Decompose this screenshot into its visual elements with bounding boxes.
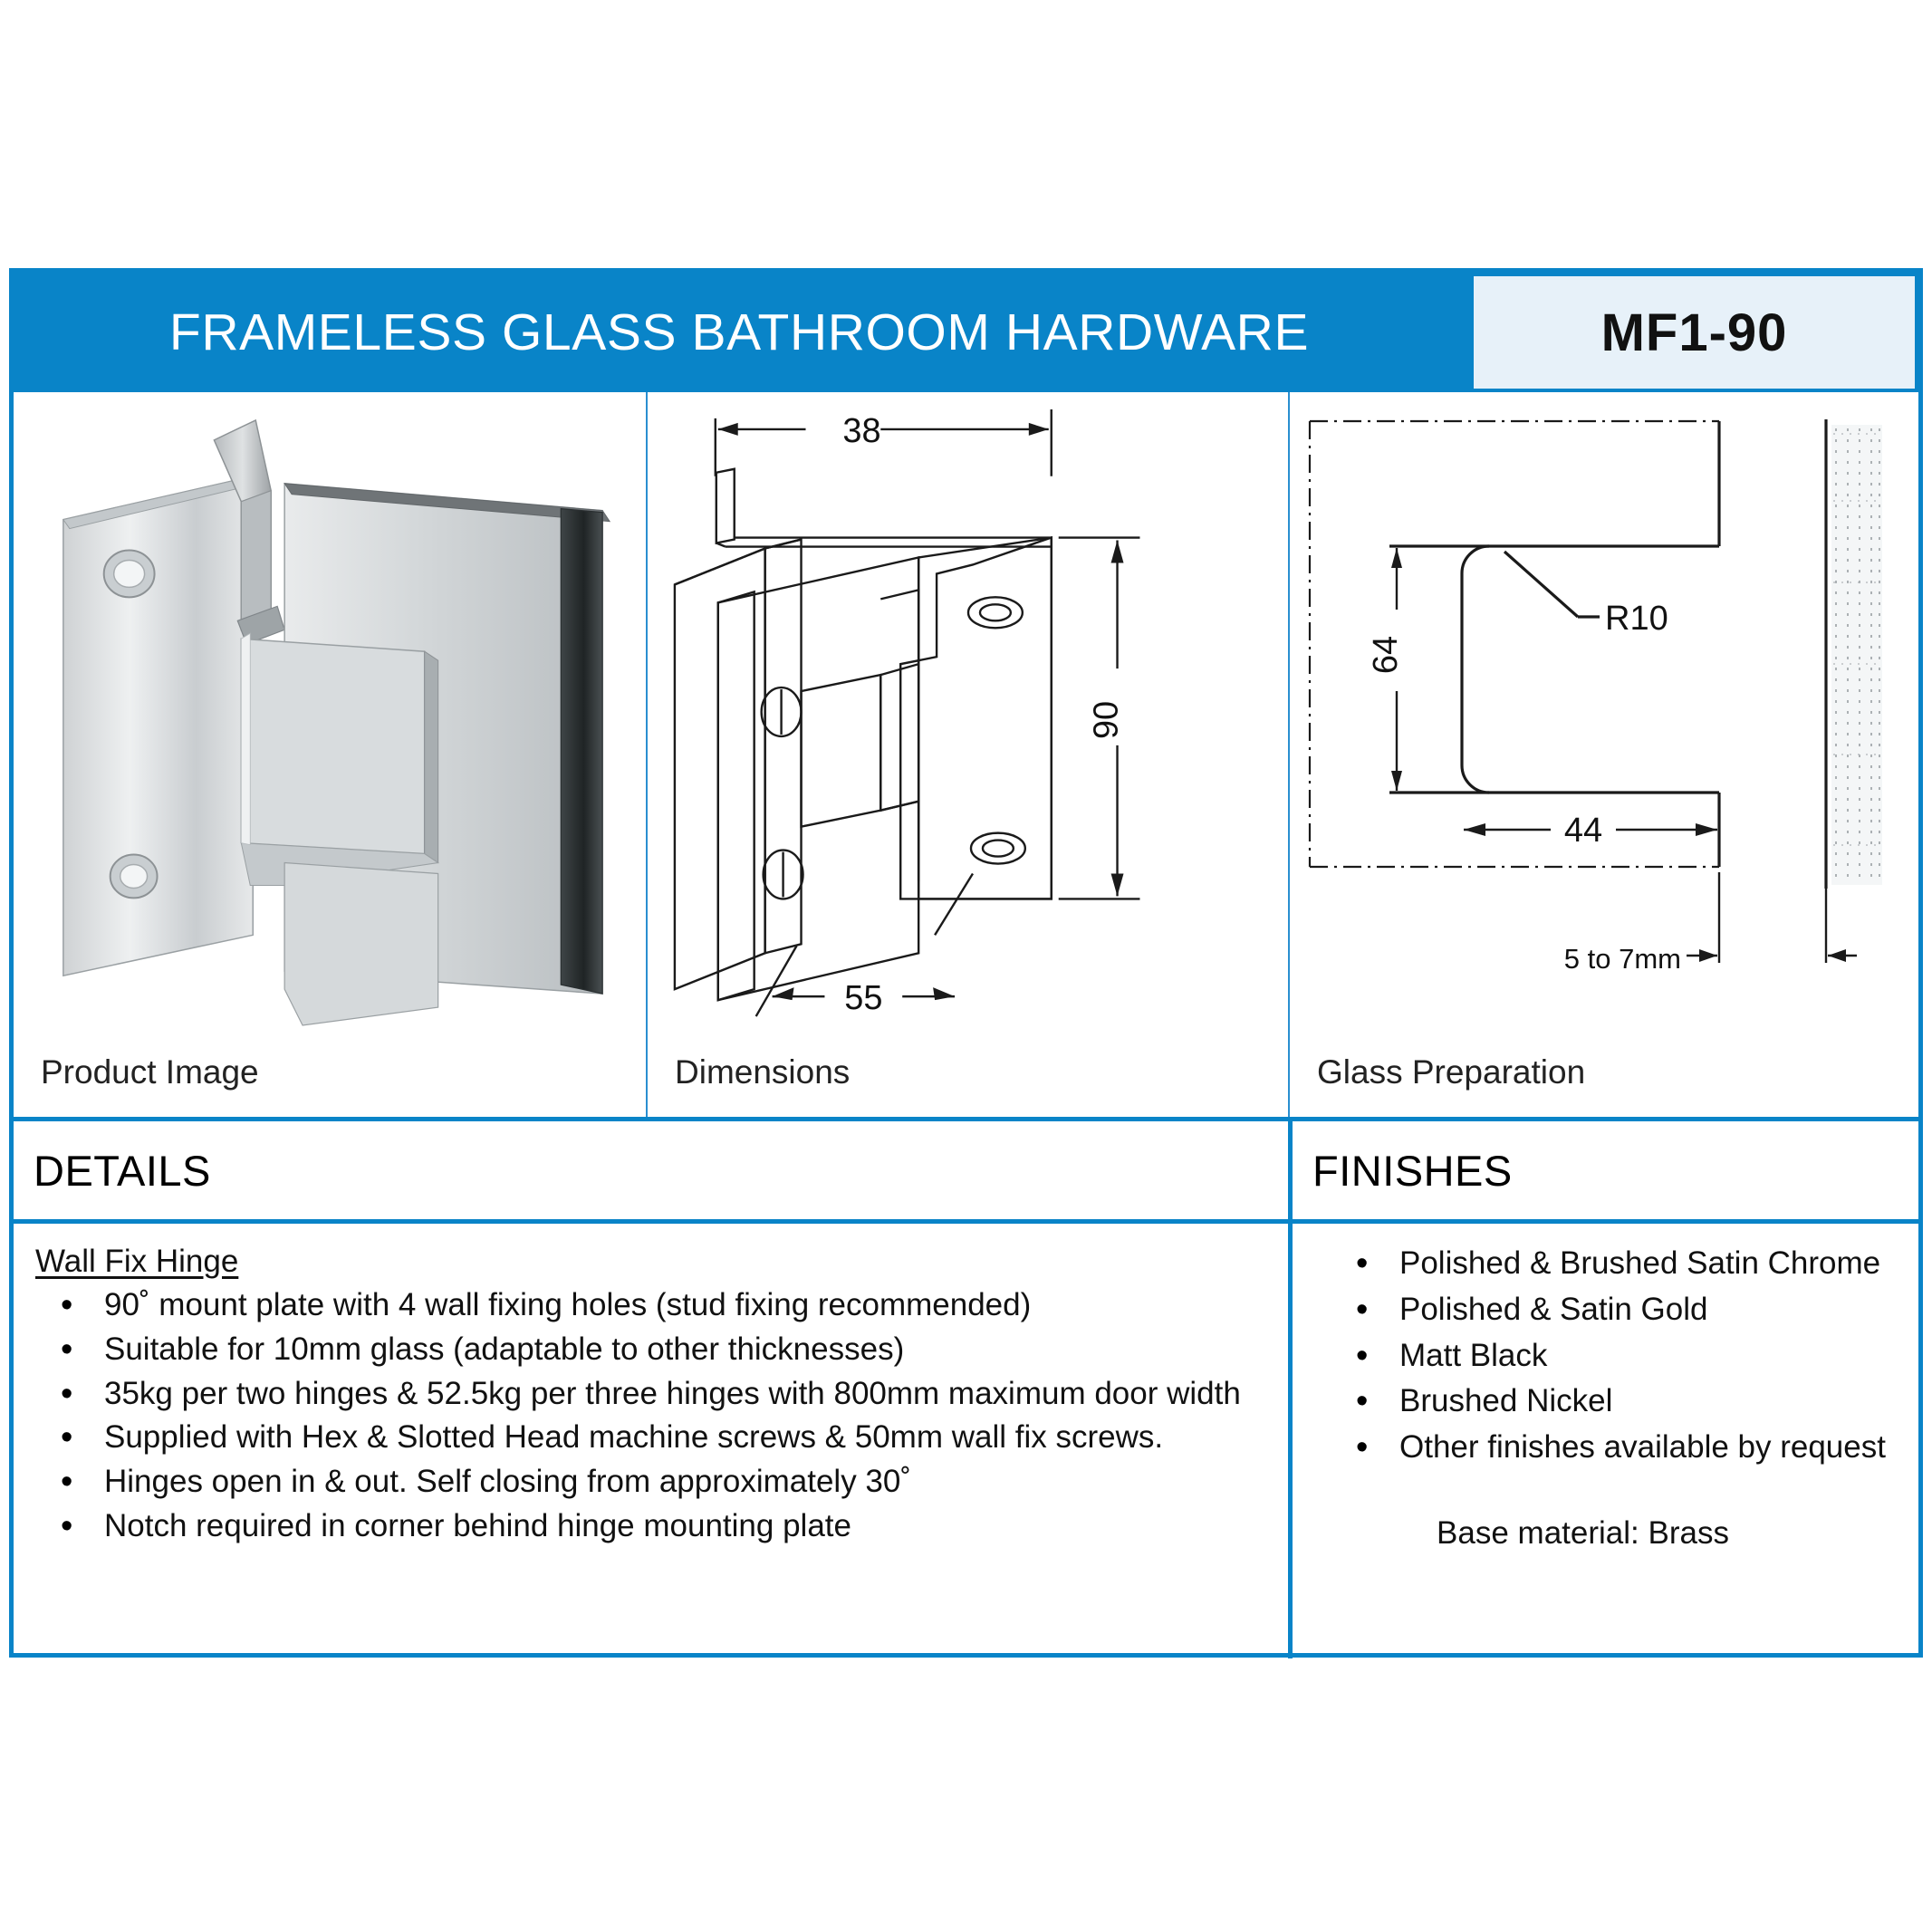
list-item: • Matt Black: [1302, 1336, 1900, 1377]
product-photo: [14, 392, 646, 1035]
dimension-drawing: [648, 392, 1288, 1035]
list-item: • Supplied with Hex & Slotted Head machine screws & 50mm wall fix screws.: [34, 1418, 1270, 1458]
panel-dimensions: [648, 392, 1290, 1117]
panel-caption-glass-preparation: Glass Preparation: [1317, 1053, 1586, 1091]
base-material-note: Base material: Brass: [1437, 1514, 1729, 1551]
list-item: • 35kg per two hinges & 52.5kg per three hinges with 800mm maximum door width: [34, 1374, 1270, 1415]
dimension-label-90: 90: [1087, 700, 1126, 740]
dimension-label-55: 55: [844, 979, 883, 1018]
finishes-heading: FINISHES: [1312, 1146, 1513, 1195]
glass-prep-label-44: 44: [1563, 812, 1603, 850]
details-body: [14, 1224, 1293, 1658]
details-bullet-list: [34, 1285, 1270, 1547]
details-subtitle: Wall Fix Hinge: [35, 1244, 239, 1279]
section-body-row: [14, 1224, 1918, 1658]
page-title: FRAMELESS GLASS BATHROOM HARDWARE: [168, 303, 1310, 361]
finishes-bullet-list: [1302, 1244, 1900, 1468]
list-item: • Polished & Satin Gold: [1302, 1290, 1900, 1331]
list-item: • 90˚ mount plate with 4 wall fixing holes (stud fixing recommended): [34, 1285, 1270, 1326]
list-item: • Polished & Brushed Satin Chrome: [1302, 1244, 1900, 1284]
product-code: MF1-90: [1474, 276, 1915, 389]
glass-prep-label-64: 64: [1367, 635, 1405, 675]
list-item: • Suitable for 10mm glass (adaptable to other thicknesses): [34, 1330, 1270, 1370]
dimension-label-38: 38: [842, 411, 881, 450]
product-spec-sheet: [9, 268, 1923, 1658]
list-item: • Other finishes available by request: [1302, 1427, 1900, 1468]
header-bar: [14, 273, 1918, 392]
glass-prep-drawing: [1290, 392, 1918, 1035]
list-item: • Notch required in corner behind hinge mounting plate: [34, 1506, 1270, 1547]
panel-caption-product-image: Product Image: [41, 1053, 259, 1091]
product-code-container: [1474, 273, 1918, 392]
details-heading: DETAILS: [34, 1146, 211, 1195]
panel-glass-preparation: [1290, 392, 1918, 1117]
list-item: • Brushed Nickel: [1302, 1381, 1900, 1422]
panel-product-image: [14, 392, 648, 1117]
glass-prep-label-gap: 5 to 7mm: [1563, 943, 1681, 975]
list-item: • Hinges open in & out. Self closing from approximately 30˚: [34, 1462, 1270, 1503]
details-header-cell: [14, 1121, 1293, 1219]
finishes-header-cell: [1293, 1121, 1918, 1219]
finishes-body: [1293, 1224, 1918, 1658]
section-header-row: [14, 1121, 1918, 1224]
glass-prep-label-r10: R10: [1605, 600, 1668, 638]
panel-caption-dimensions: Dimensions: [675, 1053, 851, 1091]
panel-row: [14, 392, 1918, 1121]
